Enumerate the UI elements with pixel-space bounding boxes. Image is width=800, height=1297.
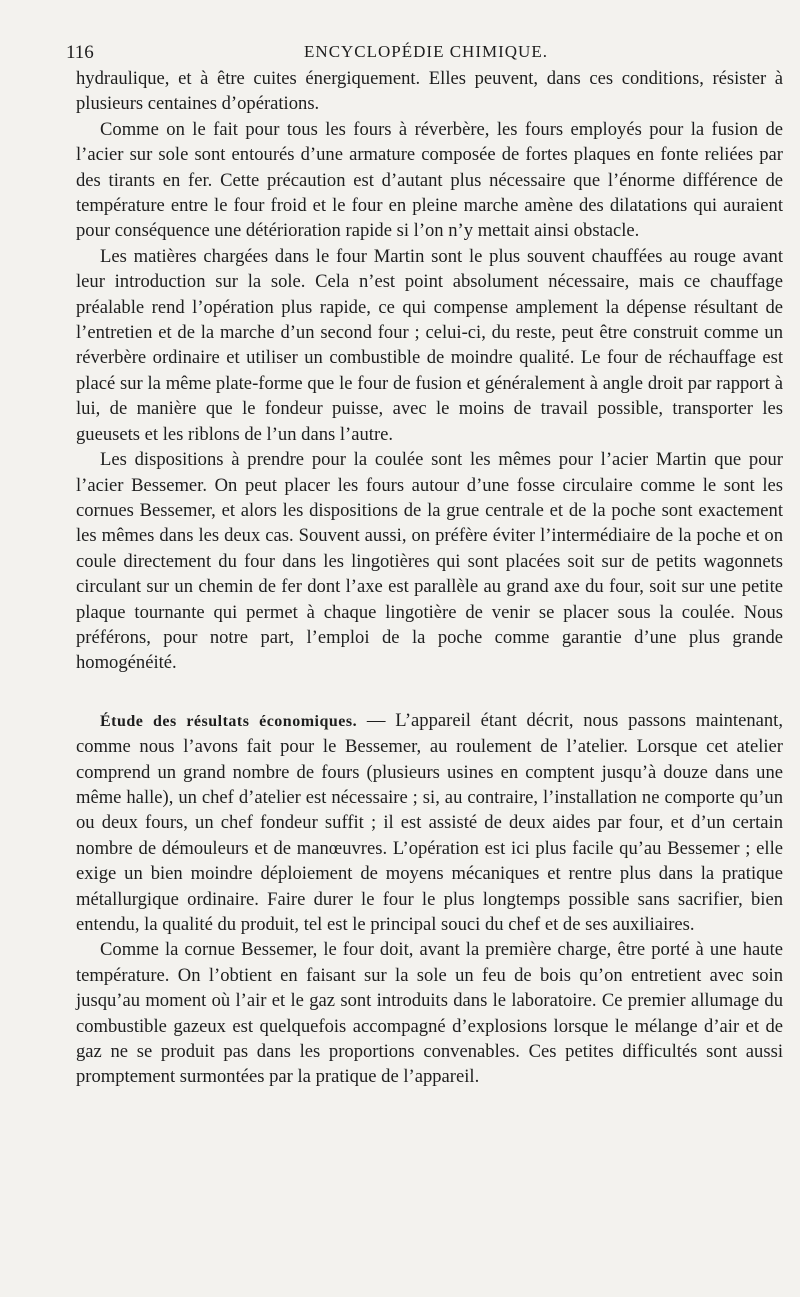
body-text: [76, 66, 783, 1090]
paragraph-3: Les matières chargées dans le four Martin sont le plus souvent chauffées au rouge avant leur introduction sur la sole. Cela n’est point absolument nécessaire, mais ce chauffage préalable rend l’opération plus rapide, ce qui compense amplement la dépense résultant de l’entretien et de la marche d’un second four ; celui-ci, du reste, peut être construit comme un réverbère ordinaire et utiliser un combustible de moindre qualité. Le four de réchauffage est placé sur la même plate-forme que le four de fusion et généralement à angle droit par rapport à lui, de manière que le fondeur puisse, avec le moins de travail possible, transporter les gueusets et les riblons de l’un dans l’autre.: [76, 245, 783, 445]
section-heading: Étude des résultats économiques.: [100, 712, 358, 730]
paragraph-2: Comme on le fait pour tous les fours à réverbère, les fours employés pour la fusion de l’acier sur sole sont entourés d’une armature composée de fortes plaques en fonte reliées par des tirants en fer. Cette précaution est d’autant plus nécessaire que l’énorme différence de température entre le four froid et le four en pleine marche amène des dilatations qui auraient pour conséquence une détérioration rapide si l’on n’y mettait ainsi obstacle.: [76, 118, 783, 242]
section-gap: [76, 676, 783, 708]
page-number: 116: [66, 42, 94, 63]
paragraph-5: [76, 708, 783, 938]
paragraph-4: Les dispositions à prendre pour la coulée sont les mêmes pour l’acier Martin que pour l’acier Bessemer. On peut placer les fours autour d’une fosse circulaire comme le sont les cornues Bessemer, et alors les dispositions de la grue centrale et de la poche sont exactement les mêmes dans les deux cas. Souvent aussi, on préfère éviter l’intermédiaire de la poche et on coule directement du four dans les lingotières qui sont placées soit sur de petits wagonnets circulant sur un chemin de fer dont l’axe est parallèle au grand axe du four, soit sur une petite plaque tournante qui permet à chaque lingotière de venir se placer sous la coulée. Nous préférons, pour notre part, l’emploi de la poche comme garantie d’une plus grande homogénéité.: [76, 449, 783, 674]
paragraph-1: hydraulique, et à être cuites énergiquement. Elles peuvent, dans ces conditions, résister à plusieurs centaines d’opérations.: [76, 68, 783, 115]
paragraph-5-text: — L’appareil étant décrit, nous passons maintenant, comme nous l’avons fait pour le Bessemer, au roulement de l’atelier. Lorsque cet atelier comprend un grand nombre de fours (plusieurs usines en comptent jusqu’à douze dans une même halle), un chef d’atelier est nécessaire ; si, au contraire, l’installation ne comporte qu’un ou deux fours, un chef fondeur suffit ; il est assisté de deux aides par four, et d’un certain nombre de démouleurs et de manœuvres. L’opération est ici plus facile qu’au Bessemer ; elle exige un bien moindre déploiement de moyens mécaniques et rentre plus dans la pratique métallurgique ordinaire. Faire durer le four le plus longtemps possible sans sacrifier, bien entendu, la qualité du produit, tel est le principal souci du chef et de ses auxiliaires.: [76, 709, 784, 935]
running-title: ENCYCLOPÉDIE CHIMIQUE.: [304, 42, 548, 61]
paragraph-6: Comme la cornue Bessemer, le four doit, avant la première charge, être porté à une haute température. On l’obtient en faisant sur la sole un feu de bois qu’on entretient avec soin jusqu’au moment où l’air et le gaz sont introduits dans le laboratoire. Ce premier allumage du combustible gazeux est quelquefois accompagné d’explosions lorsque le mélange d’air et de gaz ne se produit pas dans les proportions convenables. Ces petites difficultés sont aussi promptement surmontées par la pratique de l’appareil.: [76, 939, 783, 1088]
